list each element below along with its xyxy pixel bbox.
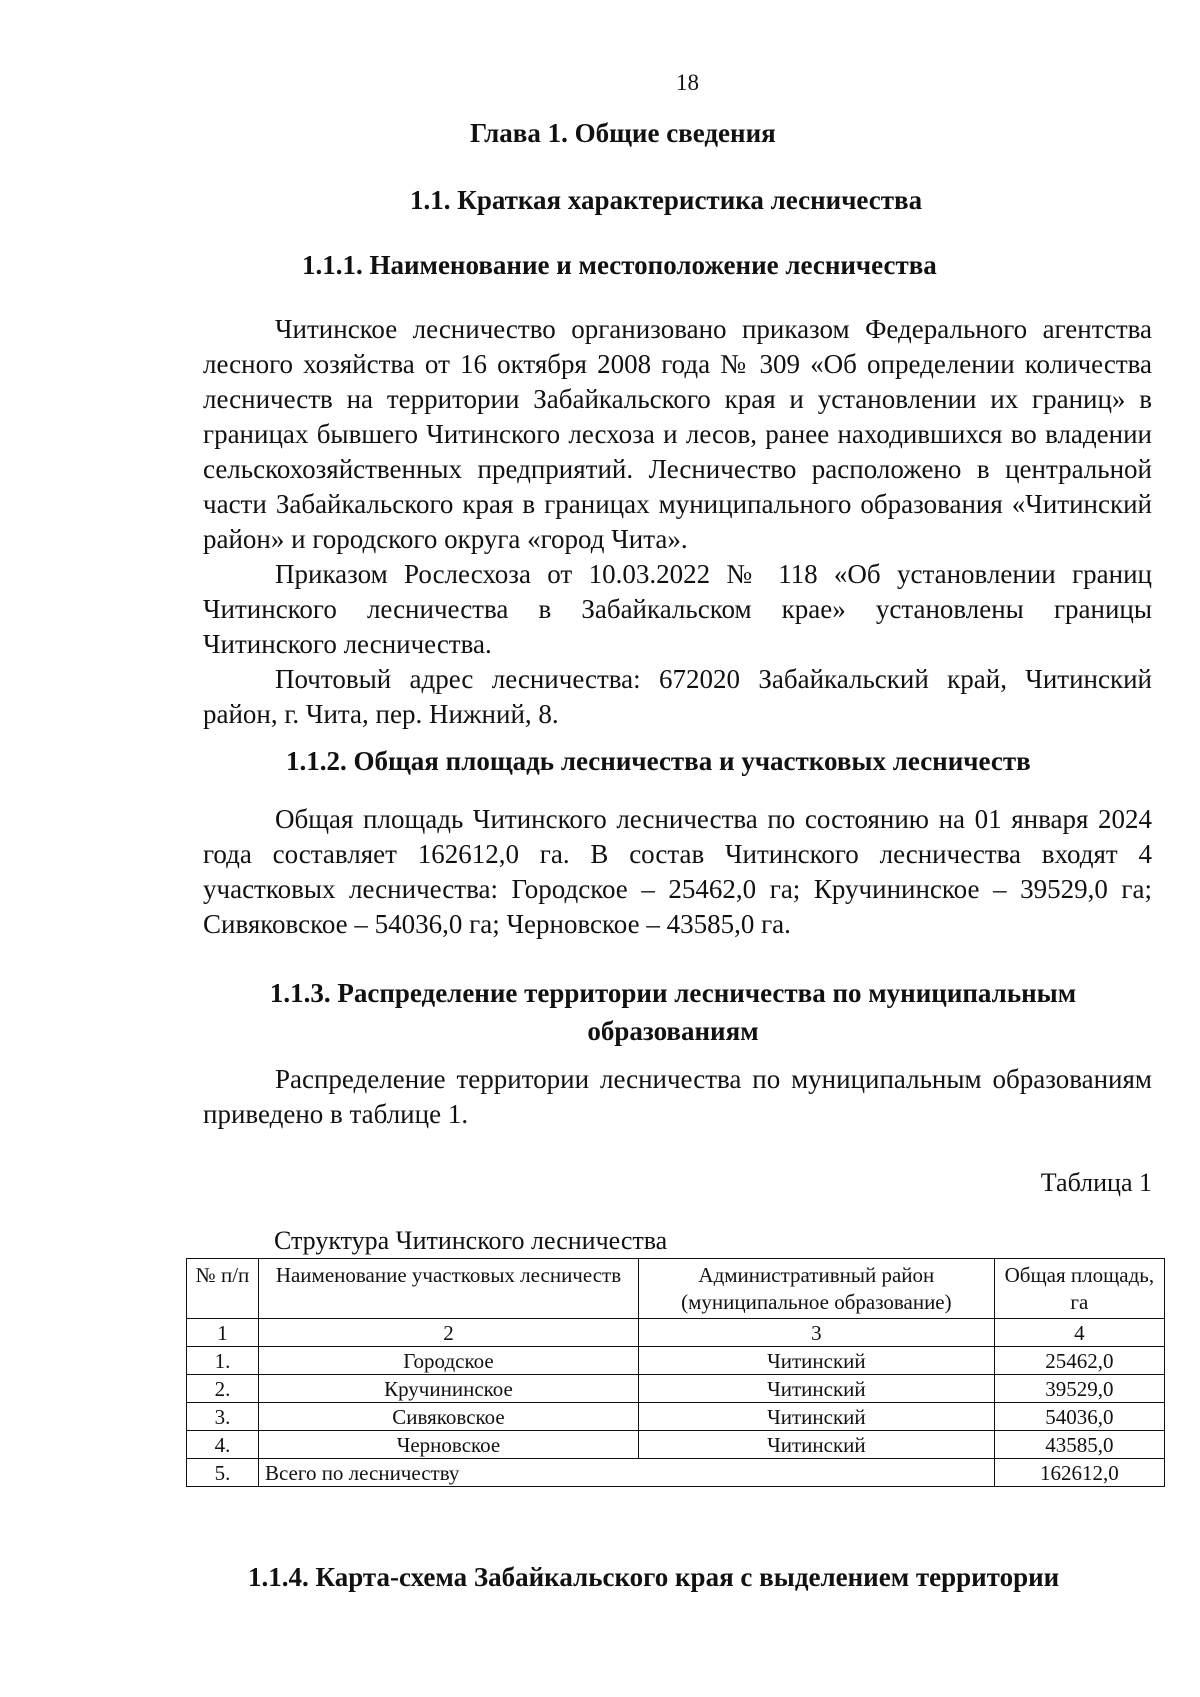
header-district: Административный район (муниципальное образование) xyxy=(639,1259,995,1319)
section-heading-1-1-3-line2: образованиям xyxy=(587,1016,759,1046)
row-name: Городское xyxy=(258,1347,638,1375)
column-number: 2 xyxy=(258,1319,638,1347)
section-heading-1-1-1: 1.1.1. Наименование и местоположение лесничества xyxy=(302,250,937,280)
row-district: Читинский xyxy=(639,1375,995,1403)
paragraph-postal-address: Почтовый адрес лесничества: 672020 Забайкальский край, Читинский район, г. Чита, пер. Нижний, 8. xyxy=(203,664,1152,729)
row-area: 25462,0 xyxy=(994,1347,1164,1375)
chapter-heading: Глава 1. Общие сведения xyxy=(470,118,776,148)
page-number: 18 xyxy=(676,70,699,95)
total-area: 162612,0 xyxy=(994,1459,1164,1487)
paragraph-forestry-origin: Читинское лесничество организовано приказом Федерального агентства лесного хозяйства от 16 октября 2008 года № 309 «Об определении количества лесничеств на территории Забайкальского края и установлении их границ» в границах бывшего Читинского лесхоза и лесов, ранее находившихся во владении сельскохозяйственных предприятий. Лесничество расположено в центральной части Забайкальского края в границах муниципального образования «Читинский район» и городского округа «город Чита». xyxy=(203,314,1152,554)
row-area: 54036,0 xyxy=(994,1403,1164,1431)
row-district: Читинский xyxy=(639,1403,995,1431)
table-label: Таблица 1 xyxy=(1040,1168,1152,1197)
table-caption: Структура Читинского лесничества xyxy=(274,1226,668,1255)
paragraph-boundaries-order: Приказом Рослесхоза от 10.03.2022 № 118 «Об установлении границ Читинского лесничества в Забайкальском крае» установлены границы Читинского лесничества. xyxy=(203,559,1152,659)
row-district: Читинский xyxy=(639,1431,995,1459)
row-name: Кручининское xyxy=(258,1375,638,1403)
row-area: 39529,0 xyxy=(994,1375,1164,1403)
row-num: 4. xyxy=(187,1431,259,1459)
column-number: 4 xyxy=(994,1319,1164,1347)
total-num: 5. xyxy=(187,1459,259,1487)
row-num: 3. xyxy=(187,1403,259,1431)
table-row xyxy=(187,1431,1165,1459)
section-heading-1-1-2: 1.1.2. Общая площадь лесничества и участковых лесничеств xyxy=(286,746,1031,776)
header-num: № п/п xyxy=(187,1259,259,1319)
table-header-row xyxy=(187,1259,1165,1319)
column-number: 1 xyxy=(187,1319,259,1347)
header-area: Общая площадь, га xyxy=(994,1259,1164,1319)
section-1-1-3-body xyxy=(203,1062,1152,1132)
section-heading-1-1-3-line1: 1.1.3. Распределение территории лесничества по муниципальным xyxy=(269,978,1077,1008)
table-row xyxy=(187,1403,1165,1431)
paragraph-distribution: Распределение территории лесничества по муниципальным образованиям приведено в таблице 1. xyxy=(203,1064,1152,1129)
header-name: Наименование участковых лесничеств xyxy=(258,1259,638,1319)
total-label: Всего по лесничеству xyxy=(258,1459,994,1487)
row-district: Читинский xyxy=(639,1347,995,1375)
forestry-structure-table xyxy=(186,1258,1165,1487)
paragraph-total-area: Общая площадь Читинского лесничества по состоянию на 01 января 2024 года составляет 162612,0 га. В состав Читинского лесничества входят 4 участковых лесничества: Городское – 25462,0 га; Кручининское – 39529,0 га; Сивяковское – 54036,0 га; Черновское – 43585,0 га. xyxy=(203,804,1152,939)
table-row xyxy=(187,1347,1165,1375)
section-heading-1-1-4: 1.1.4. Карта-схема Забайкальского края с выделением территории xyxy=(248,1562,1060,1592)
row-area: 43585,0 xyxy=(994,1431,1164,1459)
table-total-row xyxy=(187,1459,1165,1487)
row-num: 2. xyxy=(187,1375,259,1403)
row-name: Черновское xyxy=(258,1431,638,1459)
column-number: 3 xyxy=(639,1319,995,1347)
section-heading-1-1-3 xyxy=(248,974,1098,1050)
column-number-row xyxy=(187,1319,1165,1347)
row-num: 1. xyxy=(187,1347,259,1375)
section-heading-1-1: 1.1. Краткая характеристика лесничества xyxy=(410,185,923,215)
row-name: Сивяковское xyxy=(258,1403,638,1431)
table-row xyxy=(187,1375,1165,1403)
section-1-1-1-body xyxy=(203,312,1152,732)
section-1-1-2-body xyxy=(203,802,1152,942)
